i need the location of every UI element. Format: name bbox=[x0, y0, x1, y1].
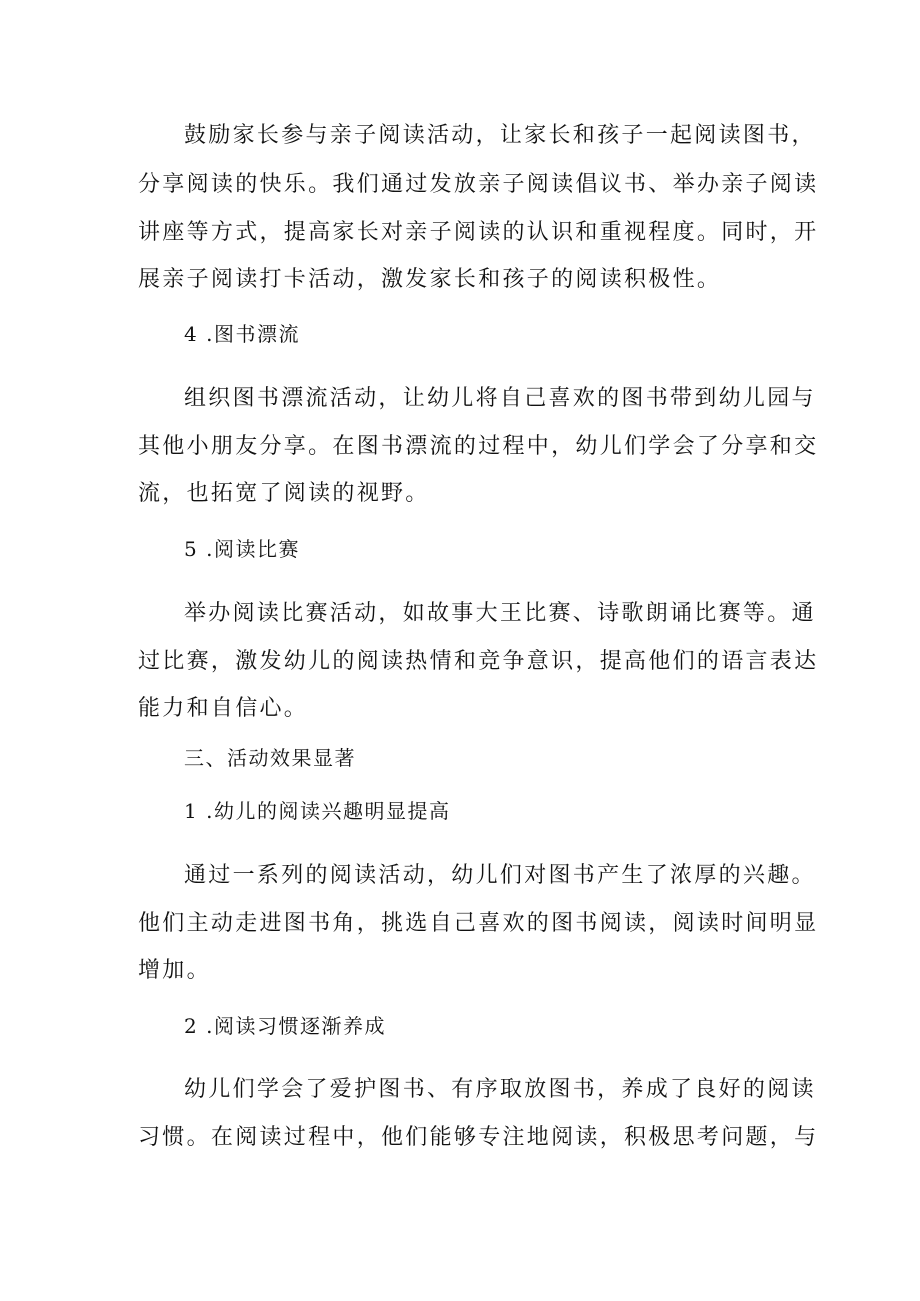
paragraph-line: 通过一系列的阅读活动，幼儿们对图书产生了浓厚的兴趣。 bbox=[184, 863, 816, 888]
paragraph-line: 举办阅读比赛活动，如故事大王比赛、诗歌朗诵比赛等。通 bbox=[184, 601, 816, 626]
paragraph-line: 过比赛，激发幼儿的阅读热情和竞争意识，提高他们的语言表达 bbox=[138, 649, 819, 674]
paragraph-line: 鼓励家长参与亲子阅读活动，让家长和孩子一起阅读图书， bbox=[184, 123, 816, 148]
paragraph-line: 他们主动走进图书角，挑选自己喜欢的图书阅读，阅读时间明显 bbox=[138, 911, 819, 936]
paragraph-line: 分享阅读的快乐。我们通过发放亲子阅读倡议书、举办亲子阅读 bbox=[138, 172, 819, 197]
paragraph-line: 讲座等方式，提高家长对亲子阅读的认识和重视程度。同时，开 bbox=[138, 220, 819, 245]
section-heading-2: 2 .阅读习惯逐渐养成 bbox=[184, 1014, 386, 1038]
paragraph-line: 展亲子阅读打卡活动，激发家长和孩子的阅读积极性。 bbox=[138, 267, 722, 292]
paragraph-line: 幼儿们学会了爱护图书、有序取放图书，养成了良好的阅读 bbox=[184, 1077, 816, 1102]
paragraph-line: 能力和自信心。 bbox=[138, 696, 309, 721]
paragraph-line: 流，也拓宽了阅读的视野。 bbox=[138, 481, 430, 506]
paragraph-line: 习惯。在阅读过程中，他们能够专注地阅读，积极思考问题，与 bbox=[138, 1125, 819, 1150]
paragraph-line: 组织图书漂流活动，让幼儿将自己喜欢的图书带到幼儿园与 bbox=[184, 386, 816, 411]
section-heading-5: 5 .阅读比赛 bbox=[184, 537, 300, 561]
section-heading-1: 1 .幼儿的阅读兴趣明显提高 bbox=[184, 799, 451, 823]
section-title-3: 三、活动效果显著 bbox=[184, 746, 356, 770]
section-heading-4: 4 .图书漂流 bbox=[184, 322, 300, 346]
paragraph-line: 增加。 bbox=[138, 958, 211, 983]
paragraph-line: 其他小朋友分享。在图书漂流的过程中，幼儿们学会了分享和交 bbox=[138, 434, 819, 459]
